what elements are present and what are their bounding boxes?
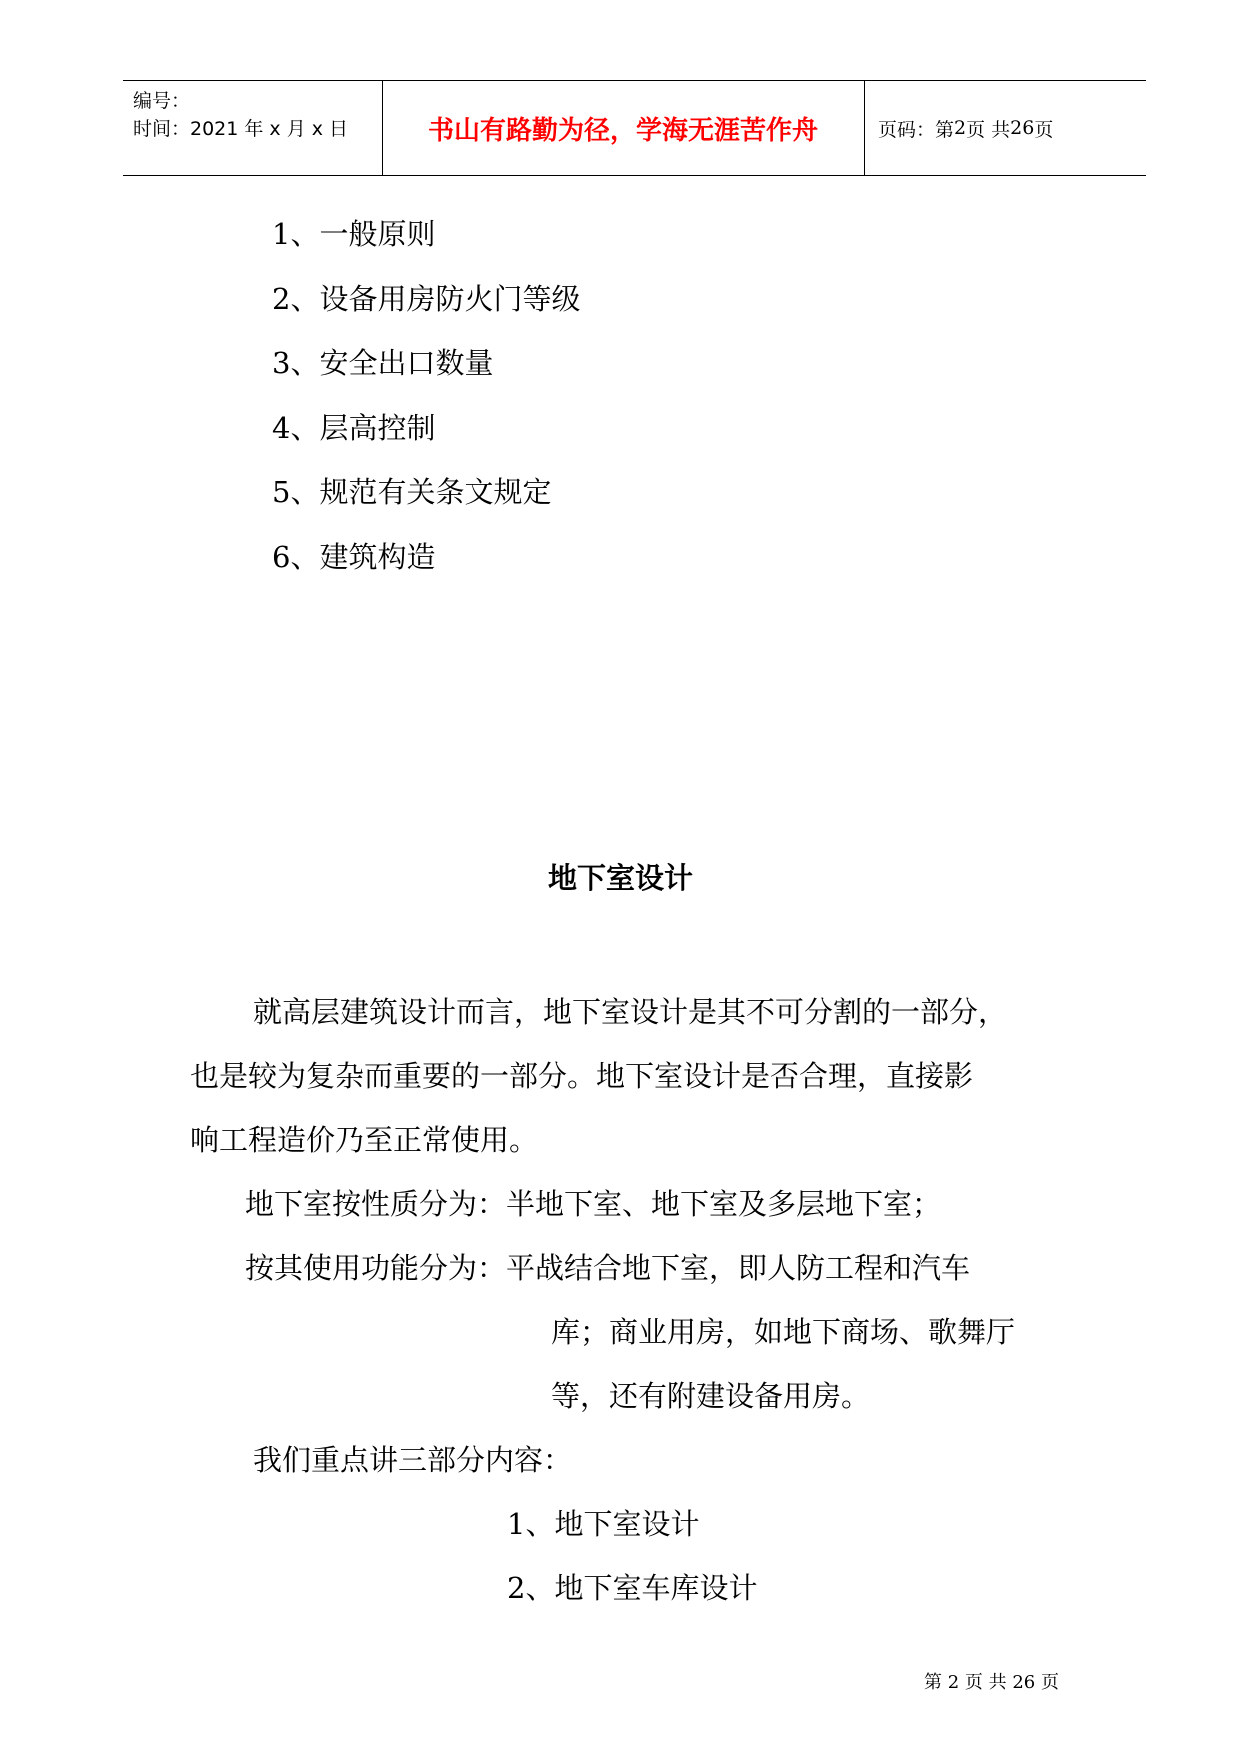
page-total: 26 xyxy=(1010,117,1035,139)
part-item: 1、地下室设计 xyxy=(507,1507,700,1541)
page-suffix: 页 xyxy=(1034,118,1054,141)
page-middle: 页 共 xyxy=(966,118,1011,141)
classification-by-function-cont: 库；商业用房，如地下商场、歌舞厅 xyxy=(551,1315,1016,1349)
header-motto: 书山有路勤为径，学海无涯苦作舟 xyxy=(427,115,818,146)
intro-line: 就高层建筑设计而言，地下室设计是其不可分割的一部分， xyxy=(253,995,1008,1029)
header-meta xyxy=(133,87,348,143)
outline-item: 4、层高控制 xyxy=(272,410,436,445)
intro-line: 也是较为复杂而重要的一部分。地下室设计是否合理，直接影 xyxy=(190,1059,974,1093)
classification-by-function: 按其使用功能分为：平战结合地下室，即人防工程和汽车 xyxy=(245,1251,971,1285)
parts-intro: 我们重点讲三部分内容： xyxy=(253,1443,573,1477)
outline-item: 5、规范有关条文规定 xyxy=(272,475,552,509)
page-footer: 第 2 页 共 26 页 xyxy=(924,1672,1059,1693)
outline-item: 3、安全出口数量 xyxy=(272,346,494,380)
serial-label: 编号： xyxy=(133,90,191,112)
part-item: 2、地下室车库设计 xyxy=(507,1571,758,1605)
page-current: 2 xyxy=(954,117,967,139)
outline-item: 6、建筑构造 xyxy=(272,539,436,574)
classification-by-function-cont: 等，还有附建设备用房。 xyxy=(551,1379,871,1413)
header-divider xyxy=(864,81,865,175)
header-page-number xyxy=(878,81,1053,175)
intro-line: 响工程造价乃至正常使用。 xyxy=(190,1123,539,1157)
outline-list xyxy=(272,210,580,597)
page-prefix: 页码：第 xyxy=(878,118,955,141)
page-header xyxy=(123,80,1146,176)
date-line: 时间：2021 年 x 月 x 日 xyxy=(133,118,349,140)
outline-item: 2、设备用房防火门等级 xyxy=(272,281,581,316)
section-title: 地下室设计 xyxy=(547,861,693,895)
outline-item: 1、一般原则 xyxy=(272,217,436,251)
classification-by-nature: 地下室按性质分为：半地下室、地下室及多层地下室； xyxy=(245,1187,942,1221)
